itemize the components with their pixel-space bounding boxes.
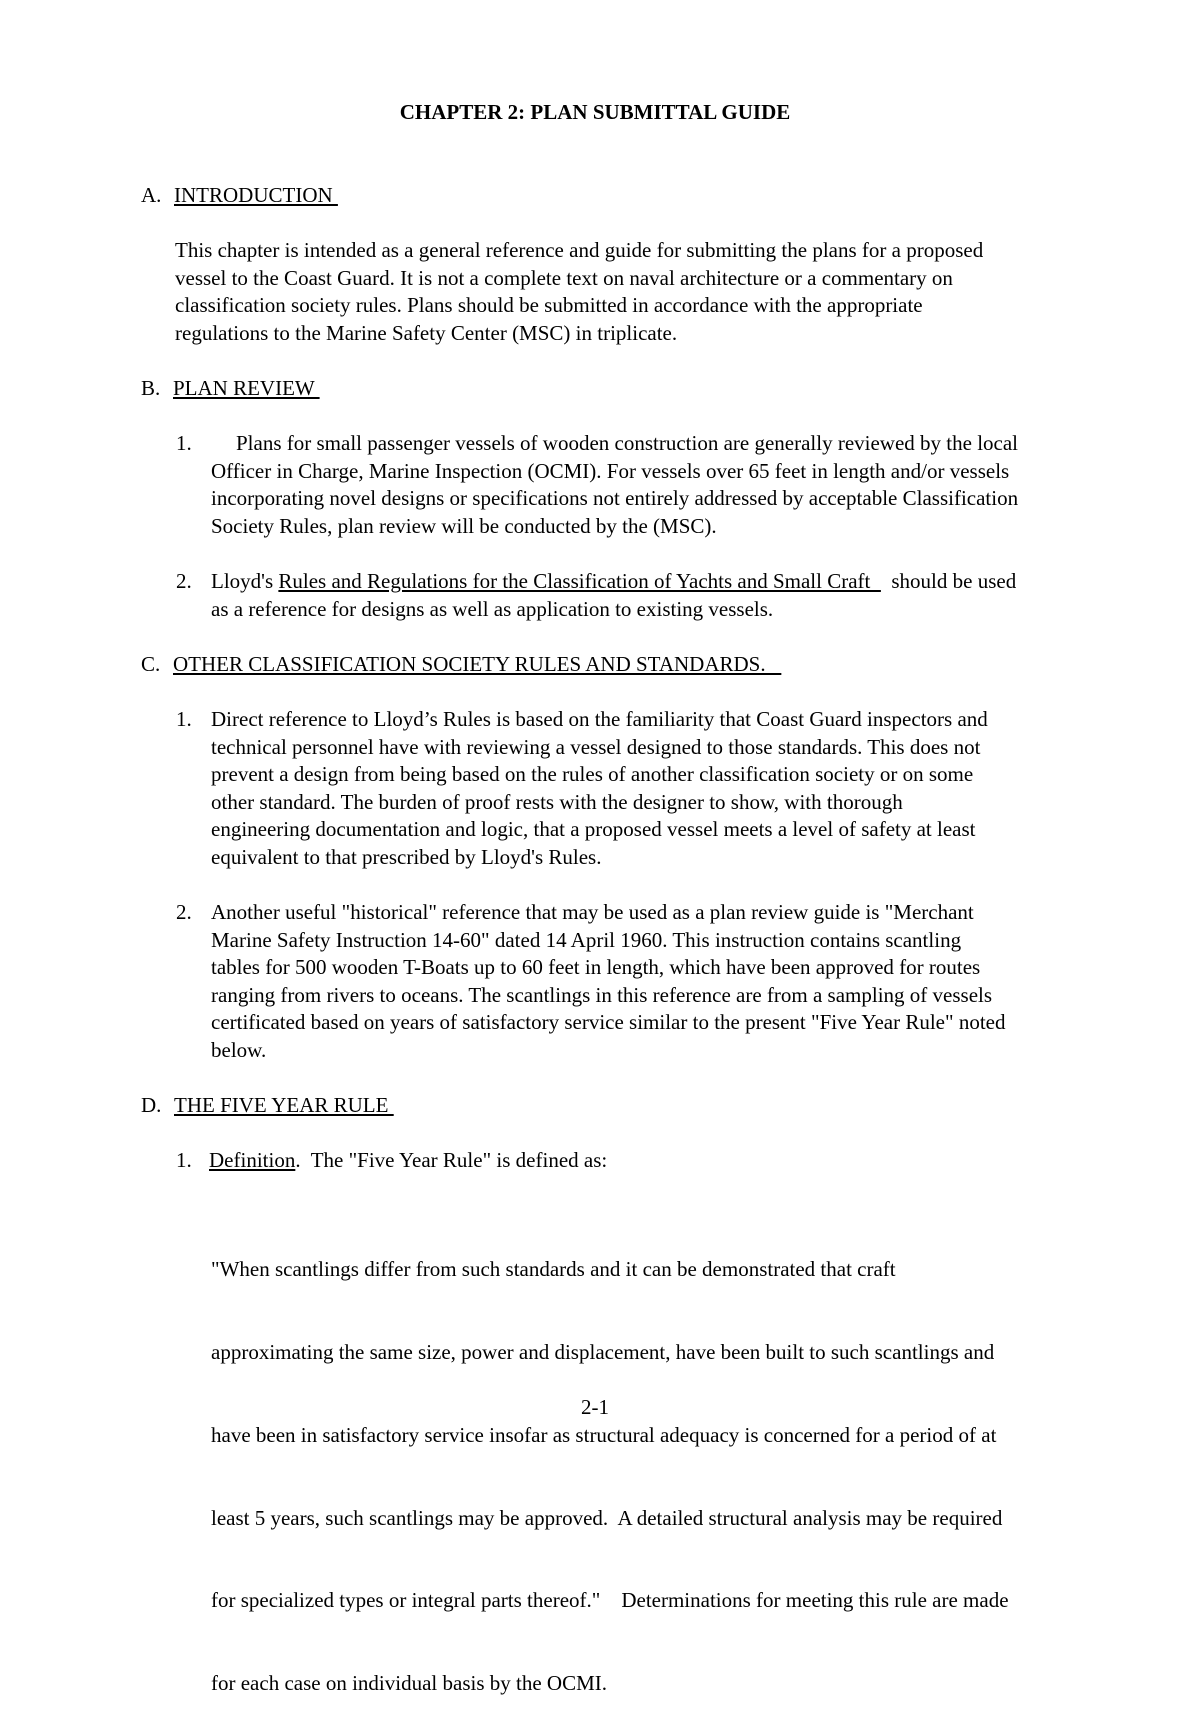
lloyds-suffix: should be used	[880, 569, 1017, 593]
paragraph-line: This chapter is intended as a general reference and guide for submitting the plans for a proposed	[175, 238, 984, 262]
section-a-letter: A.	[141, 183, 162, 207]
section-a-paragraph	[175, 237, 983, 347]
paragraph-line: tables for 500 wooden T-Boats up to 60 feet in length, which have been approved for routes	[211, 955, 981, 980]
section-b-item-1-text	[211, 458, 1018, 541]
section-c-item-2-number: 2.	[176, 900, 192, 924]
paragraph-line: Society Rules, plan review will be conducted by the (MSC).	[211, 513, 717, 538]
paragraph-line: for each case on individual basis by the OCMI.	[211, 1671, 607, 1696]
paragraph-line: Direct reference to Lloyd’s Rules is based on the familiarity that Coast Guard inspectors and	[211, 707, 988, 731]
paragraph-line	[209, 1147, 607, 1175]
paragraph-line: prevent a design from being based on the rules of another classification society or on some	[211, 762, 974, 787]
paragraph-line: vessel to the Coast Guard. It is not a complete text on naval architecture or a commentary on	[175, 265, 953, 290]
paragraph-line: Officer in Charge, Marine Inspection (OCMI). For vessels over 65 feet in length and/or vessels	[211, 458, 1010, 483]
paragraph-line: engineering documentation and logic, that a proposed vessel meets a level of safety at least	[211, 817, 976, 842]
chapter-title: CHAPTER 2: PLAN SUBMITTAL GUIDE	[399, 100, 791, 124]
paragraph-line: classification society rules. Plans should be submitted in accordance with the appropriate	[175, 293, 923, 318]
section-c-item-1-number: 1.	[176, 707, 192, 731]
paragraph-line: "When scantlings differ from such standards and it can be demonstrated that craft	[211, 1257, 896, 1282]
section-b-letter: B.	[141, 376, 161, 400]
section-c-title: OTHER CLASSIFICATION SOCIETY RULES AND STANDARDS.	[173, 652, 782, 676]
paragraph-line: as a reference for designs as well as application to existing vessels.	[211, 596, 774, 621]
lloyds-rules-title: Rules and Regulations for the Classification of Yachts and Small Craft	[278, 569, 881, 593]
section-c-letter: C.	[141, 652, 161, 676]
page-number: 2-1	[581, 1395, 609, 1419]
paragraph-line: below.	[211, 1037, 267, 1062]
section-b-item-1-first-line: Plans for small passenger vessels of wooden construction are generally reviewed by the local	[236, 431, 1019, 455]
lloyds-prefix: Lloyd's	[211, 569, 279, 593]
paragraph-line: have been in satisfactory service insofar as structural adequacy is concerned for a period of at	[211, 1422, 997, 1447]
five-year-rule-quote	[211, 1201, 1009, 1725]
paragraph-line: incorporating novel designs or specifications not entirely addressed by acceptable Classification	[211, 486, 1019, 511]
paragraph-line: approximating the same size, power and displacement, have been built to such scantlings and	[211, 1339, 995, 1364]
section-b-item-2-text	[211, 568, 1016, 623]
paragraph-line: least 5 years, such scantlings may be approved. A detailed structural analysis may be required	[211, 1505, 1003, 1530]
paragraph-line	[211, 568, 1016, 596]
section-a-title: INTRODUCTION	[174, 183, 338, 207]
section-c-item-1-text	[211, 706, 988, 872]
section-b-item-2-number: 2.	[176, 569, 192, 593]
section-b-title: PLAN REVIEW	[173, 376, 320, 400]
paragraph-line: technical personnel have with reviewing a vessel designed to those standards. This does not	[211, 734, 981, 759]
paragraph-line: ranging from rivers to oceans. The scantlings in this reference are from a sampling of vessels	[211, 982, 993, 1007]
section-d-item-1-number: 1.	[176, 1148, 192, 1172]
section-d-title: THE FIVE YEAR RULE	[174, 1093, 394, 1117]
section-d-letter: D.	[141, 1093, 162, 1117]
definition-text: . The "Five Year Rule" is defined as:	[295, 1148, 608, 1172]
paragraph-line: other standard. The burden of proof rests with the designer to show, with thorough	[211, 789, 903, 814]
paragraph-line: certificated based on years of satisfactory service similar to the present "Five Year Rule" noted	[211, 1010, 1006, 1035]
section-c-item-2-text	[211, 899, 1005, 1065]
definition-label: Definition	[209, 1148, 296, 1172]
paragraph-line: Marine Safety Instruction 14-60" dated 14 April 1960. This instruction contains scantling	[211, 927, 962, 952]
paragraph-line: for specialized types or integral parts thereof." Determinations for meeting this rule are made	[211, 1588, 1009, 1613]
section-b-item-1-number: 1.	[176, 431, 192, 455]
paragraph-line: equivalent to that prescribed by Lloyd's Rules.	[211, 844, 602, 869]
section-d-item-1-text	[209, 1147, 607, 1175]
paragraph-line: regulations to the Marine Safety Center (MSC) in triplicate.	[175, 320, 678, 345]
paragraph-line: Another useful "historical" reference that may be used as a plan review guide is "Merchant	[211, 900, 974, 924]
